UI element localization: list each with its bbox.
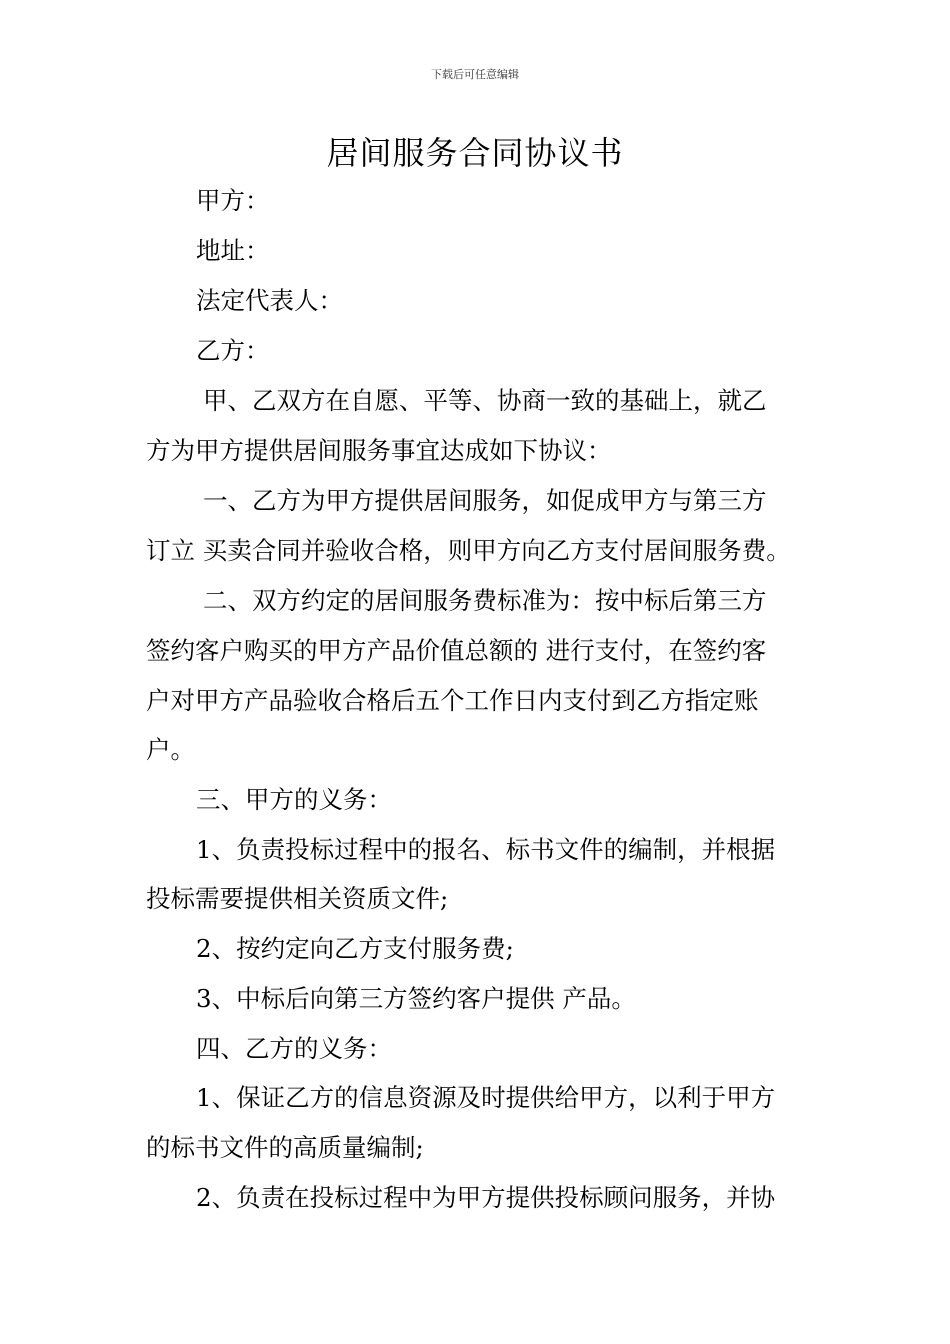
section-4-item-2-line-1: 2、负责在投标过程中为甲方提供投标顾问服务，并协: [196, 1183, 776, 1212]
preamble-line-1: 甲、乙双方在自愿、平等、协商一致的基础上，就乙: [203, 386, 767, 415]
clause-1-line-2: 订立 买卖合同并验收合格，则甲方向乙方支付居间服务费。: [146, 536, 791, 565]
clause-2-line-1: 二、双方约定的居间服务费标准为：按中标后第三方: [203, 586, 767, 615]
document-title: 居间服务合同协议书: [326, 134, 624, 172]
legal-rep-line: 法定代表人：: [196, 286, 343, 315]
header-note: 下载后可任意编辑: [431, 68, 519, 81]
section-4-item-1-line-1: 1、保证乙方的信息资源及时提供给甲方，以利于甲方: [196, 1083, 776, 1112]
clause-1-line-1: 一、乙方为甲方提供居间服务，如促成甲方与第三方: [203, 486, 767, 515]
address-line: 地址：: [196, 236, 270, 265]
section-3-item-2: 2、按约定向乙方支付服务费;: [196, 934, 514, 963]
clause-2-line-3: 户对甲方产品验收合格后五个工作日内支付到乙方指定账: [146, 686, 759, 715]
clause-2-line-4: 户。: [146, 735, 195, 764]
section-3-item-1-line-1: 1、负责投标过程中的报名、标书文件的编制，并根据: [196, 835, 776, 864]
party-b-line: 乙方：: [196, 336, 270, 365]
section-3-item-1-line-2: 投标需要提供相关资质文件;: [146, 884, 449, 913]
clause-2-line-2: 签约客户购买的甲方产品价值总额的 进行支付，在签约客: [146, 636, 767, 665]
section-4-item-1-line-2: 的标书文件的高质量编制;: [146, 1133, 424, 1162]
section-4-heading: 四、乙方的义务：: [196, 1034, 392, 1063]
section-3-item-3: 3、中标后向第三方签约客户提供 产品。: [196, 984, 636, 1013]
section-3-heading: 三、甲方的义务：: [196, 785, 392, 814]
party-a-line: 甲方：: [196, 186, 270, 215]
preamble-line-2: 方为甲方提供居间服务事宜达成如下协议：: [146, 436, 612, 465]
